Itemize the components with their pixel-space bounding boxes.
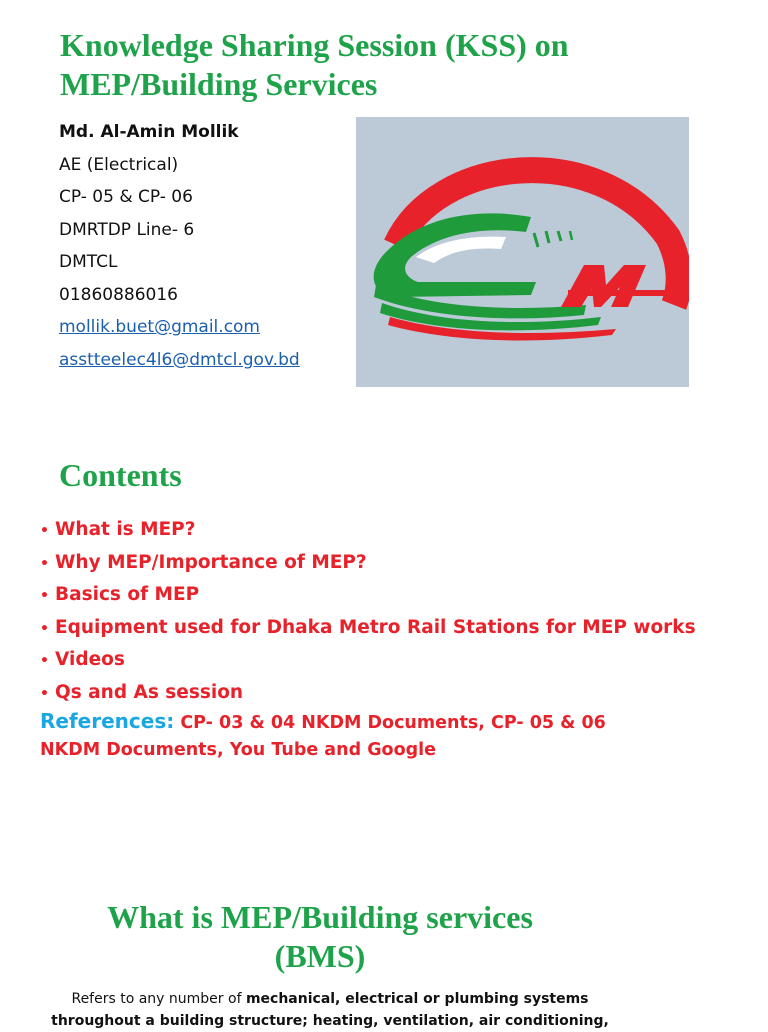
contents-heading: Contents: [59, 457, 182, 493]
metro-train-icon: [356, 117, 689, 387]
bullet-icon: •: [40, 523, 49, 539]
list-item: [40, 644, 740, 677]
presenter-organization: DMTCL: [59, 252, 118, 272]
page-title: Knowledge Sharing Session (KSS) on MEP/Building Services: [60, 27, 569, 102]
references: [40, 708, 660, 764]
references-text: CP- 03 & 04 NKDM Documents, CP- 05 & 06 NKDM Documents, You Tube and Google: [40, 713, 606, 760]
presenter-designation: AE (Electrical): [59, 154, 179, 175]
list-item-label: Why MEP/Importance of MEP?: [55, 551, 367, 573]
section-heading: What is MEP/Building services (BMS): [107, 899, 533, 974]
bullet-icon: •: [40, 555, 49, 572]
list-item: [40, 514, 740, 547]
bullet-icon: •: [40, 620, 49, 637]
presenter-profile: [59, 116, 349, 376]
bullet-icon: •: [40, 653, 49, 669]
presenter-packages: CP- 05 & CP- 06: [59, 187, 193, 207]
list-item-label: Basics of MEP: [55, 584, 200, 605]
list-item-label: What is MEP?: [55, 519, 196, 540]
list-item: [40, 612, 740, 645]
contents-list: [40, 514, 740, 709]
list-item: [40, 547, 740, 580]
email-official-link[interactable]: asstteelec4l6@dmtcl.gov.bd: [59, 349, 300, 370]
list-item: [40, 677, 740, 710]
list-item-label: Qs and As session: [55, 681, 244, 703]
section-body-bold: mechanical, electrical or plumbing systems throughout a building structure; heating, ventilation, air conditioning,: [51, 991, 609, 1029]
references-label: References:: [40, 709, 175, 733]
list-item-label: Videos: [55, 649, 125, 670]
list-item: [40, 579, 740, 612]
bullet-icon: •: [40, 588, 49, 604]
section-body-prefix: Refers to any number of: [71, 991, 246, 1007]
section-body: [40, 988, 620, 1032]
list-item-label: Equipment used for Dhaka Metro Rail Stations for MEP works: [55, 616, 696, 638]
bullet-icon: •: [40, 685, 49, 702]
presenter-name: Md. Al-Amin Mollik: [59, 122, 239, 142]
metro-rail-logo: [356, 117, 689, 387]
presenter-phone: 01860886016: [59, 284, 178, 305]
email-personal-link[interactable]: mollik.buet@gmail.com: [59, 317, 260, 337]
presenter-project: DMRTDP Line- 6: [59, 219, 195, 240]
